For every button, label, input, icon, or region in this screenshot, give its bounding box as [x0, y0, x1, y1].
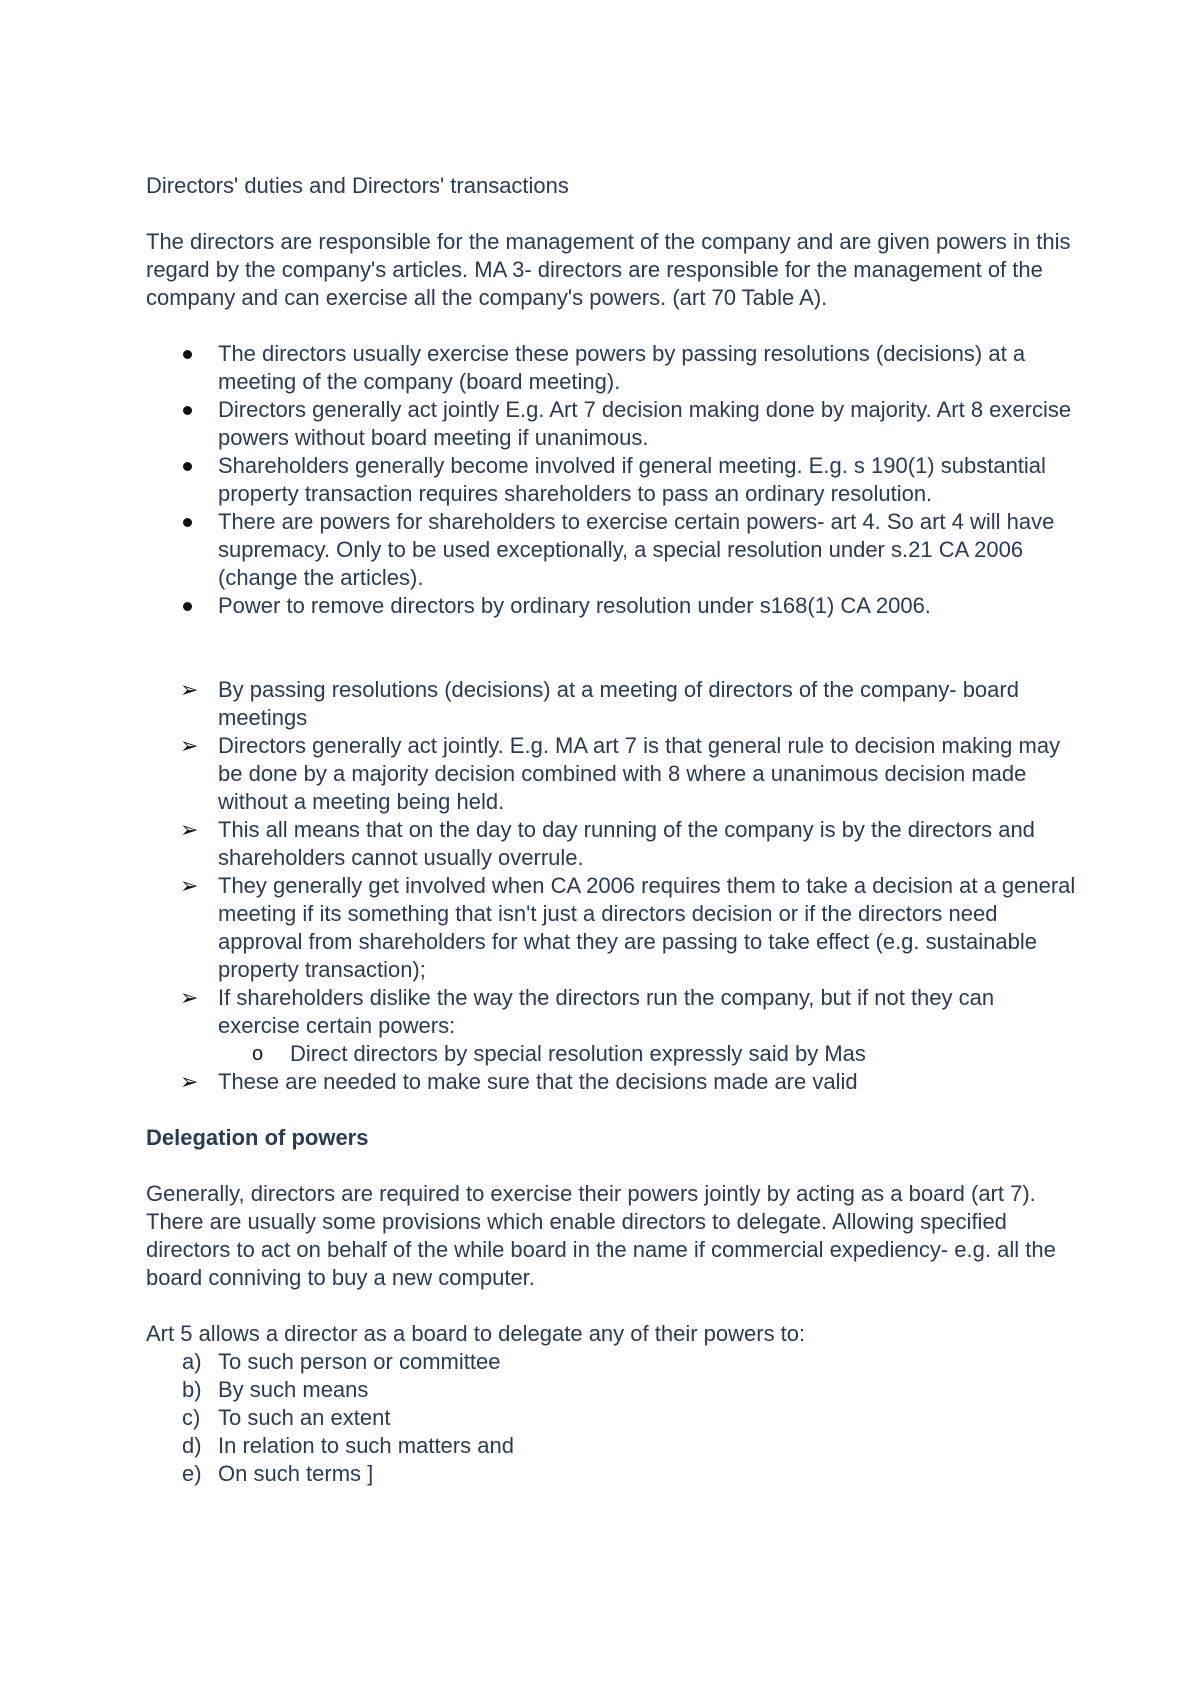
list-item-text: In relation to such matters and — [218, 1433, 514, 1458]
list-item — [146, 592, 1076, 620]
list-item — [146, 816, 1076, 872]
delegation-paragraph: Generally, directors are required to exercise their powers jointly by acting as a board (art 7). There are usually some provisions which enable directors to delegate. Allowing specified directors to act on behalf of the while board in the name if commercial expediency- e.g. all the board conniving to buy a new computer. — [146, 1181, 1056, 1290]
list-item-text: There are powers for shareholders to exercise certain powers- art 4. So art 4 will have supremacy. Only to be used exceptionally, a special resolution under s.21 CA 2006 (change the articles). — [218, 509, 1055, 590]
list-item — [146, 1068, 1076, 1096]
bullet-dot-icon — [183, 406, 192, 415]
list-item — [146, 1404, 1076, 1432]
list-item-text: If shareholders dislike the way the directors run the company, but if not they can exercise certain powers: — [218, 985, 995, 1038]
alpha-marker: a) — [182, 1349, 202, 1374]
bullet-dot-icon — [183, 518, 192, 527]
list-item-text: To such person or committee — [218, 1349, 501, 1374]
list-item — [146, 1348, 1076, 1376]
arrow-list — [146, 676, 1076, 1096]
document-page — [146, 172, 1076, 1488]
arrow-bullet-icon: ➢ — [180, 873, 199, 898]
alpha-marker: c) — [182, 1405, 201, 1430]
list-item — [146, 984, 1076, 1068]
arrow-bullet-icon: ➢ — [180, 1069, 199, 1094]
circle-bullet-icon: o — [252, 1043, 264, 1065]
list-item-text: They generally get involved when CA 2006 requires them to take a decision at a general meeting if its something that isn't just a directors decision or if the directors need approval from shareholders for what they are passing to take effect (e.g. sustainable property transaction); — [218, 873, 1076, 982]
intro-paragraph: The directors are responsible for the management of the company and are given powers in this regard by the company's articles. MA 3- directors are responsible for the management of the company and can exercise all the company's powers. (art 70 Table A). — [146, 229, 1071, 310]
list-item-text: Power to remove directors by ordinary resolution under s168(1) CA 2006. — [218, 593, 931, 618]
vertical-spacer — [146, 620, 1076, 676]
bullet-dot-icon — [183, 350, 192, 359]
arrow-bullet-icon: ➢ — [180, 817, 199, 842]
list-item-text: Shareholders generally become involved if general meeting. E.g. s 190(1) substantial property transaction requires shareholders to pass an ordinary resolution. — [218, 453, 1046, 506]
list-item — [146, 508, 1076, 592]
list-item-text: Directors generally act jointly E.g. Art 7 decision making done by majority. Art 8 exercise powers without board meeting if unanimous. — [218, 397, 1072, 450]
bullet-list — [146, 340, 1076, 620]
art5-intro: Art 5 allows a director as a board to delegate any of their powers to: — [146, 1321, 806, 1346]
list-item-text: These are needed to make sure that the decisions made are valid — [218, 1069, 858, 1094]
alpha-marker: b) — [182, 1377, 202, 1402]
alpha-list — [146, 1348, 1076, 1488]
list-item — [146, 872, 1076, 984]
list-item — [146, 1376, 1076, 1404]
list-item-text: To such an extent — [218, 1405, 391, 1430]
list-item — [146, 1460, 1076, 1488]
bullet-dot-icon — [183, 462, 192, 471]
list-item — [146, 340, 1076, 396]
section-heading: Delegation of powers — [146, 1125, 369, 1150]
arrow-bullet-icon: ➢ — [180, 733, 199, 758]
list-item — [146, 452, 1076, 508]
sub-list — [218, 1040, 1076, 1068]
list-item-text: Directors generally act jointly. E.g. MA art 7 is that general rule to decision making may be done by a majority decision combined with 8 where a unanimous decision made without a meeting being held. — [218, 733, 1061, 814]
list-item — [146, 396, 1076, 452]
list-item-text: By passing resolutions (decisions) at a meeting of directors of the company- board meetings — [218, 677, 1019, 730]
bullet-dot-icon — [183, 602, 192, 611]
list-item-text: The directors usually exercise these powers by passing resolutions (decisions) at a meeting of the company (board meeting). — [218, 341, 1026, 394]
document-title: Directors' duties and Directors' transactions — [146, 173, 569, 198]
list-item — [146, 676, 1076, 732]
list-item-text: This all means that on the day to day running of the company is by the directors and shareholders cannot usually overrule. — [218, 817, 1035, 870]
list-item-text: By such means — [218, 1377, 369, 1402]
sub-list-item-text: Direct directors by special resolution expressly said by Mas — [290, 1041, 866, 1066]
arrow-bullet-icon: ➢ — [180, 677, 199, 702]
list-item — [146, 732, 1076, 816]
sub-list-item — [218, 1040, 1076, 1068]
list-item-text: On such terms ] — [218, 1461, 374, 1486]
alpha-marker: d) — [182, 1433, 202, 1458]
alpha-marker: e) — [182, 1461, 202, 1486]
list-item — [146, 1432, 1076, 1460]
arrow-bullet-icon: ➢ — [180, 985, 199, 1010]
